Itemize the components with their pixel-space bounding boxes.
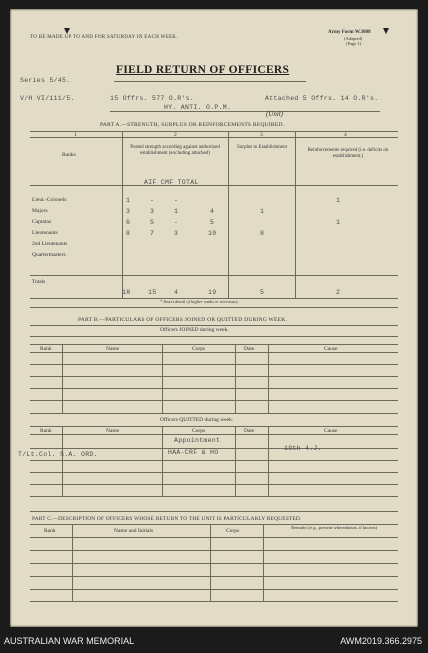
column-divider bbox=[210, 524, 211, 601]
reference-number: V/H VI/111/5. bbox=[20, 95, 75, 102]
part-c-title: PART C.—DESCRIPTION OF OFFICERS WHOSE RETURN TO THE UNIT IS PARTICULARLY REQUESTED. bbox=[32, 516, 302, 522]
surplus-header: Surplus to Establishment bbox=[237, 145, 287, 150]
table-border bbox=[30, 484, 398, 485]
table-cell: 4 bbox=[210, 208, 215, 215]
table-border bbox=[30, 589, 398, 590]
table-cell: - bbox=[174, 197, 179, 204]
table-border bbox=[30, 460, 398, 461]
table-border bbox=[30, 376, 398, 377]
column-divider bbox=[62, 426, 63, 496]
column-divider bbox=[235, 344, 236, 413]
table-cell: 1 bbox=[336, 197, 341, 204]
col-number-3: 3 bbox=[260, 132, 263, 138]
column-divider bbox=[295, 131, 296, 298]
table-cell: 6 bbox=[126, 219, 131, 226]
rank-label: Quartermasters bbox=[32, 252, 66, 258]
column-divider bbox=[122, 131, 123, 298]
table-cell: 1 bbox=[336, 219, 341, 226]
total-cell: 15 bbox=[148, 289, 157, 296]
title-underline bbox=[114, 81, 306, 82]
document-page bbox=[10, 9, 418, 627]
table-border bbox=[30, 496, 398, 497]
unit-line bbox=[110, 111, 380, 112]
part-a-title: PART A.—STRENGTH, SURPLUS OR REINFORCEMENTS REQUIRED. bbox=[100, 122, 285, 128]
quitted-corps-line2: HAA-CRF & HO bbox=[168, 449, 219, 456]
table-border bbox=[30, 511, 398, 512]
table-cell: - bbox=[150, 197, 155, 204]
rank-label: Majors bbox=[32, 208, 48, 214]
col-name: Name bbox=[106, 428, 120, 434]
col-number-1: 1 bbox=[74, 132, 77, 138]
table-cell: 7 bbox=[150, 230, 155, 237]
part-b-title: PART B.—PARTICULARS OF OFFICERS JOINED OR QUITTED DURING WEEK. bbox=[78, 317, 288, 323]
archive-credit: AUSTRALIAN WAR MEMORIAL bbox=[4, 636, 135, 646]
total-cell: 5 bbox=[260, 289, 265, 296]
col-number-2: 2 bbox=[174, 132, 177, 138]
table-border bbox=[30, 550, 398, 551]
table-border bbox=[30, 426, 398, 427]
table-border bbox=[30, 472, 398, 473]
ranks-header: Ranks bbox=[62, 152, 76, 158]
column-divider bbox=[62, 344, 63, 413]
column-divider bbox=[268, 426, 269, 496]
typed-column-heading: AIF CMF TOTAL bbox=[144, 179, 199, 186]
table-border bbox=[30, 400, 398, 401]
table-border bbox=[30, 336, 398, 337]
totals-label: Totals bbox=[32, 279, 46, 285]
table-border bbox=[30, 434, 398, 435]
col-corps: Corps bbox=[192, 346, 206, 352]
table-border bbox=[30, 352, 398, 353]
form-number: Army Form W.3008 bbox=[328, 30, 371, 35]
table-border bbox=[30, 576, 398, 577]
table-border bbox=[30, 563, 398, 564]
quitted-rank-name: T/Lt.Col. S.A. ORD. bbox=[18, 451, 98, 458]
quitted-table-title: Officers QUITTED during week. bbox=[160, 417, 234, 423]
table-cell: 1 bbox=[126, 197, 131, 204]
binder-mark-icon bbox=[383, 28, 389, 34]
unit-label: (Unit) bbox=[266, 110, 284, 118]
joined-table-title: Officers JOINED during week. bbox=[160, 327, 229, 333]
table-cell: 3 bbox=[174, 230, 179, 237]
column-divider bbox=[228, 131, 229, 298]
quitted-date: 19th 4.J. bbox=[284, 445, 322, 452]
total-cell: 2 bbox=[336, 289, 341, 296]
rank-label: Lieutenants bbox=[32, 230, 58, 236]
form-adapted: (Adapted) bbox=[344, 36, 363, 41]
column-divider bbox=[268, 344, 269, 413]
table-cell: 3 bbox=[126, 208, 131, 215]
col-rank: Rank bbox=[40, 346, 52, 352]
rank-label: 2nd Lieutenants bbox=[32, 241, 68, 247]
col-name: Name bbox=[106, 346, 120, 352]
rank-label: Captains bbox=[32, 219, 52, 225]
total-cell: 18 bbox=[122, 289, 131, 296]
quitted-corps-line1: Appointment bbox=[174, 437, 221, 444]
reinforcements-header: Reinforcements required (i.e. deficits on establishment.) bbox=[307, 148, 389, 159]
col-number-4: 4 bbox=[344, 132, 347, 138]
col-date: Date bbox=[244, 346, 255, 352]
col-remarks: Remarks (e.g., present whereabouts, if known) bbox=[291, 525, 377, 530]
column-divider bbox=[162, 344, 163, 413]
table-cell: 10 bbox=[208, 230, 217, 237]
column-divider bbox=[263, 524, 264, 601]
table-border bbox=[30, 364, 398, 365]
table-border bbox=[30, 325, 398, 326]
table-cell: 1 bbox=[174, 208, 179, 215]
col-cause: Cause bbox=[324, 428, 338, 434]
series-number: Series 5/45. bbox=[20, 77, 71, 84]
attached-strength: Attached 5 Offrs. 14 O.R's. bbox=[265, 95, 379, 102]
table-cell: 1 bbox=[260, 208, 265, 215]
archive-accession-number: AWM2019.366.2975 bbox=[340, 636, 422, 646]
column-divider bbox=[162, 426, 163, 496]
total-cell: 4 bbox=[174, 289, 179, 296]
table-border bbox=[30, 137, 398, 138]
col-rank: Rank bbox=[44, 528, 56, 534]
unit-name: HY. ANTI. O.P.M. bbox=[164, 104, 232, 111]
rank-label: Lieut.-Colonels bbox=[32, 197, 67, 203]
col-date: Date bbox=[244, 428, 255, 434]
table-border bbox=[30, 537, 398, 538]
form-page: (Page 1) bbox=[346, 41, 362, 46]
footnote: * Insert detail of higher ranks or necessary. bbox=[160, 299, 239, 304]
table-border bbox=[30, 275, 398, 276]
col-corps: Corps bbox=[226, 528, 240, 534]
column-divider bbox=[235, 426, 236, 496]
posted-strength-header: Posted strength according against authorized establishment (excluding attached) bbox=[130, 145, 220, 156]
col-name-initials: Name and Initials bbox=[114, 528, 154, 534]
form-title: FIELD RETURN OF OFFICERS bbox=[116, 64, 290, 76]
table-cell: 8 bbox=[126, 230, 131, 237]
table-border bbox=[30, 344, 398, 345]
weekly-instruction: TO BE MADE UP TO AND FOR SATURDAY IN EACH WEEK. bbox=[30, 35, 178, 40]
col-corps: Corps bbox=[192, 428, 206, 434]
table-cell: - bbox=[174, 219, 179, 226]
table-cell: 5 bbox=[210, 219, 215, 226]
col-cause: Cause bbox=[324, 346, 338, 352]
table-border bbox=[30, 307, 398, 308]
table-cell: 3 bbox=[150, 208, 155, 215]
column-divider bbox=[72, 524, 73, 601]
table-border bbox=[30, 388, 398, 389]
table-border bbox=[30, 601, 398, 602]
officer-strength: 15 Offrs. 577 O.R's. bbox=[110, 95, 195, 102]
binder-mark-icon bbox=[64, 28, 70, 34]
table-border bbox=[30, 185, 398, 186]
total-cell: 19 bbox=[208, 289, 217, 296]
table-border bbox=[30, 413, 398, 414]
table-cell: 8 bbox=[260, 230, 265, 237]
col-rank: Rank bbox=[40, 428, 52, 434]
table-cell: 5 bbox=[150, 219, 155, 226]
table-border bbox=[30, 131, 398, 132]
